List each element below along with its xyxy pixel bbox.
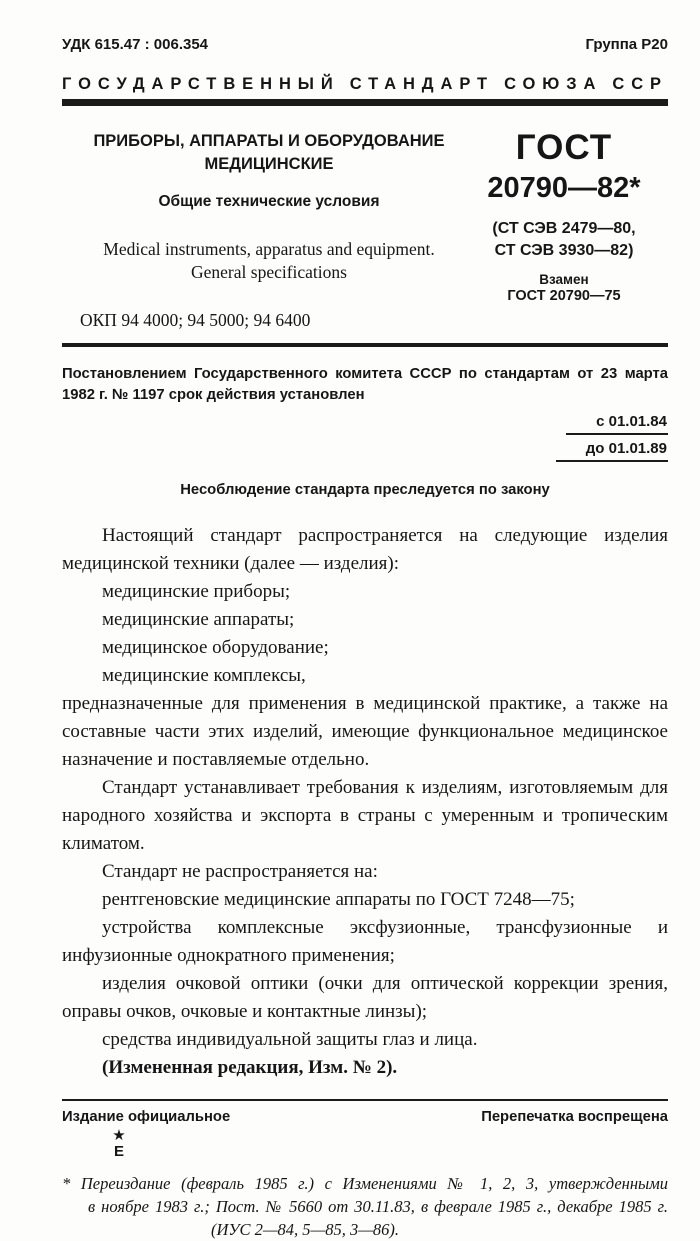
body-list-item: медицинские комплексы, xyxy=(102,665,306,686)
no-reprint-label: Перепечатка воспрещена xyxy=(481,1109,668,1125)
state-standard-header xyxy=(62,75,668,94)
top-meta-row xyxy=(62,36,668,53)
date-from: с 01.01.84 xyxy=(566,413,668,435)
quality-mark xyxy=(108,1129,130,1159)
title-left-column xyxy=(62,130,460,331)
gost-number: 20790—82* xyxy=(487,172,641,204)
star-icon: ★ xyxy=(112,1128,126,1144)
date-to-line xyxy=(62,440,668,462)
date-from-line xyxy=(62,413,668,435)
okp-codes: ОКП 94 4000; 94 5000; 94 6400 xyxy=(80,310,311,330)
validity-dates xyxy=(62,413,668,462)
body-paragraph: Стандарт не распространяется на: xyxy=(102,861,378,882)
udk-code: УДК 615.47 : 006.354 xyxy=(62,36,209,53)
document-title-ru xyxy=(92,130,446,176)
replaces-value: ГОСТ 20790—75 xyxy=(507,288,621,304)
state-standard-word: СОЮЗА xyxy=(504,75,603,93)
title-en-line1: Medical instruments, apparatus and equipment. xyxy=(103,239,435,259)
official-edition-label: Издание официальное xyxy=(62,1109,231,1125)
sev-line1: (СТ СЭВ 2479—80, xyxy=(492,220,636,237)
document-title-en xyxy=(92,238,446,284)
title-block xyxy=(62,130,668,331)
sev-references xyxy=(460,218,668,262)
title-ru-line1: ПРИБОРЫ, АППАРАТЫ И ОБОРУДОВАНИЕ xyxy=(93,132,445,150)
sev-line2: СТ СЭВ 3930—82) xyxy=(494,242,634,259)
gost-word: ГОСТ xyxy=(515,128,613,167)
header-rule xyxy=(62,99,668,106)
body-list-item: медицинские приборы; xyxy=(102,581,291,602)
date-to: до 01.01.89 xyxy=(556,440,668,462)
body-list-item: рентгеновские медицинские аппараты по ГОСТ 7248—75; xyxy=(102,889,575,910)
body-list-item: медицинское оборудование; xyxy=(102,637,329,658)
body-paragraph: Стандарт устанавливает требования к изделиям, изготовляемым для народного хозяйства и экспорта в страны с умеренным и тропическим климатом. xyxy=(62,777,668,854)
state-standard-word: ГОСУДАРСТВЕННЫЙ xyxy=(62,75,340,93)
amendment-note: (Измененная редакция, Изм. № 2). xyxy=(102,1057,398,1078)
body-list-item: устройства комплексные эксфузионные, трансфузионные и инфузионные однократного применения; xyxy=(62,917,668,966)
body-list-item: медицинские аппараты; xyxy=(102,609,295,630)
title-ru-line2: МЕДИЦИНСКИЕ xyxy=(204,155,334,173)
replaces-label: Взамен xyxy=(539,272,589,287)
footnote-line1: * Переиздание (февраль 1985 г.) с Изменениями № 1, 2, 3, утвержденными xyxy=(62,1174,668,1193)
standard-body-text xyxy=(62,522,668,1082)
state-standard-word: ССР xyxy=(612,75,668,93)
body-list-item: средства индивидуальной защиты глаз и лица. xyxy=(102,1029,478,1050)
state-standard-word: СТАНДАРТ xyxy=(349,75,495,93)
footer-row xyxy=(62,1109,668,1125)
footnote-line3: (ИУС 2—84, 5—85, 3—86). xyxy=(210,1220,400,1239)
reissue-footnote xyxy=(62,1172,668,1241)
group-code: Группа Р20 xyxy=(585,36,668,53)
body-paragraph: Настоящий стандарт распространяется на следующие изделия медицинской техники (далее — изделия): xyxy=(62,525,668,574)
body-paragraph: предназначенные для применения в медицинской практике, а также на составные части этих изделий, имеющие функциональное медицинское назначение и поставляемые отдельно. xyxy=(62,693,668,770)
title-en-line2: General specifications xyxy=(191,262,347,282)
e-category-mark: Е xyxy=(113,1143,124,1160)
document-subtitle-ru: Общие технические условия xyxy=(158,193,380,210)
body-list-item: изделия очковой оптики (очки для оптической коррекции зрения, оправы очков, очковые и контактные линзы); xyxy=(62,973,668,1022)
enactment-statement: Постановлением Государственного комитета СССР по стандартам от 23 марта 1982 г. № 1197 срок действия установлен xyxy=(62,366,668,403)
law-notice: Несоблюдение стандарта преследуется по закону xyxy=(180,482,550,498)
footer-rule xyxy=(62,1099,668,1101)
designation-column xyxy=(460,130,668,331)
footnote-line2: в ноябре 1983 г.; Пост. № 5660 от 30.11.83, в феврале 1985 г., декабре 1985 г. xyxy=(88,1197,668,1216)
section-rule xyxy=(62,343,668,347)
